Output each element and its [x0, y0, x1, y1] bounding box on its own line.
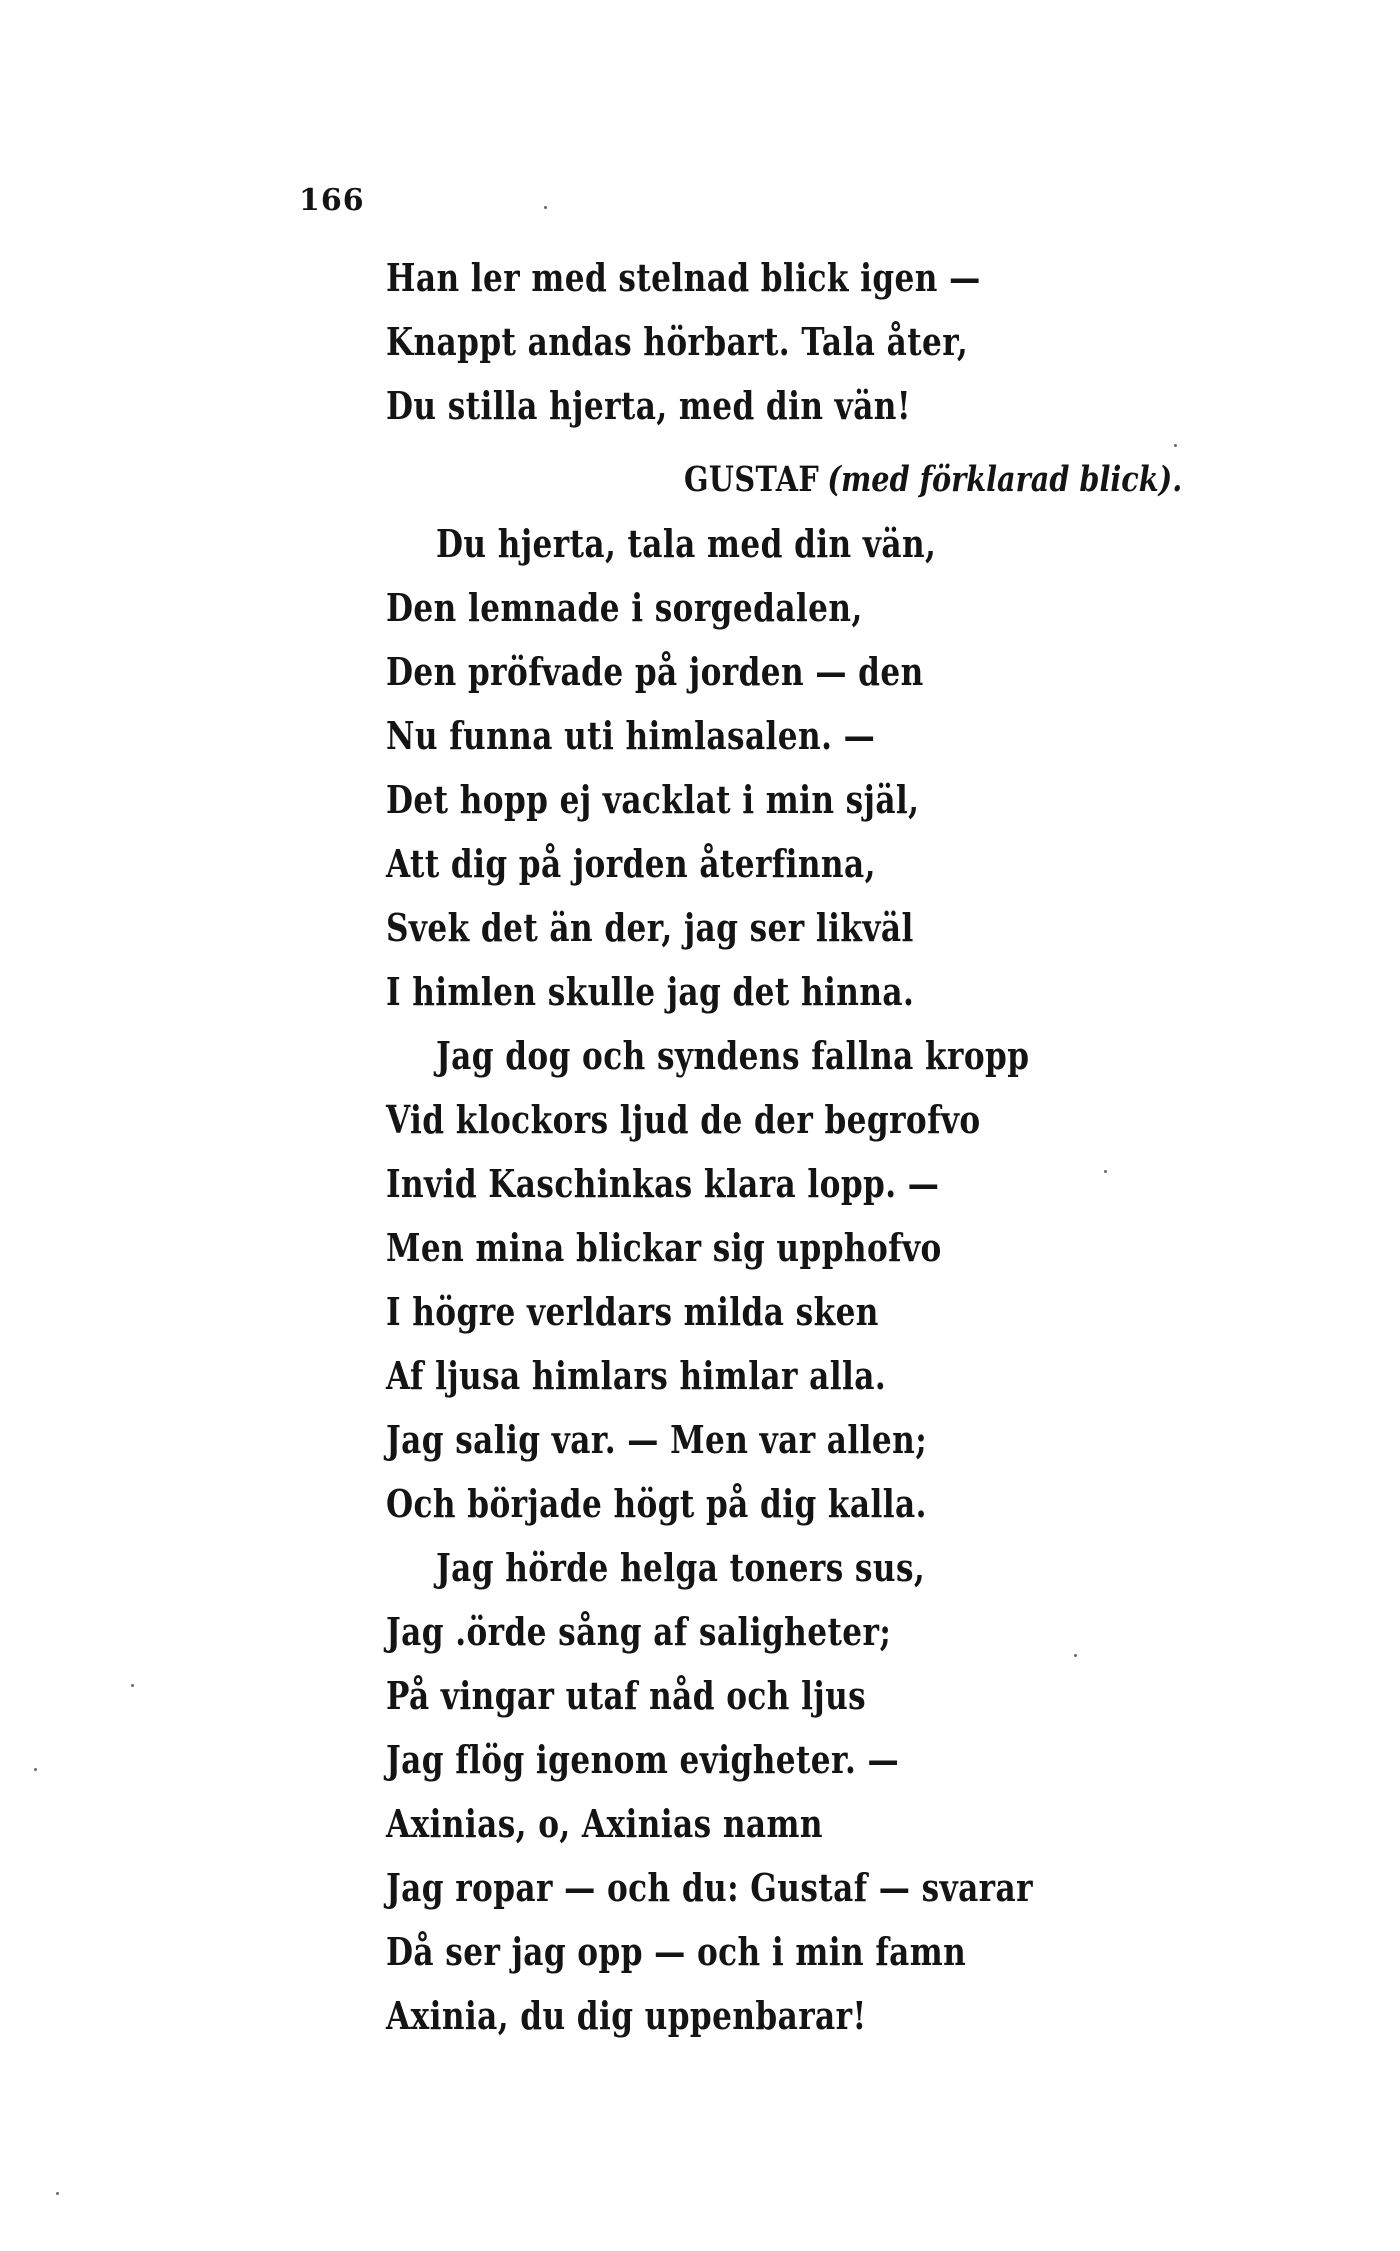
stage-direction: (med förklarad blick). [827, 459, 1183, 500]
verse-line: Af ljusa himlars himlar alla. [386, 1353, 887, 1398]
paper-speck [1104, 1170, 1107, 1173]
verse-line: Jag .örde sång af saligheter; [386, 1609, 892, 1654]
verse-line: Det hopp ej vacklat i min själ, [386, 777, 920, 822]
verse-line: Den lemnade i sorgedalen, [386, 585, 863, 630]
page-number: 166 [299, 183, 365, 218]
paper-speck [131, 1684, 134, 1687]
verse-line: Jag flög igenom evigheter. — [386, 1737, 900, 1782]
verse-line: På vingar utaf nåd och ljus [386, 1673, 867, 1718]
verse-line: Jag ropar — och du: Gustaf — svarar [386, 1865, 1033, 1910]
verse-line: Axinia, du dig uppenbarar! [386, 1993, 867, 2038]
verse-line: Att dig på jorden återfinna, [386, 841, 876, 886]
verse-line: Jag hörde helga toners sus, [436, 1545, 926, 1590]
paper-speck [1074, 1654, 1077, 1657]
paper-speck [56, 2192, 59, 2195]
verse-line: Jag dog och syndens fallna kropp [436, 1033, 1030, 1078]
speaker-name: GUSTAF [684, 459, 820, 500]
verse-line: Han ler med stelnad blick igen — [386, 255, 981, 300]
verse-line: Knappt andas hörbart. Tala åter, [386, 319, 969, 364]
verse-line: Du hjerta, tala med din vän, [436, 521, 937, 566]
verse-line: Jag salig var. — Men var allen; [386, 1417, 928, 1462]
verse-line: Vid klockors ljud de der begrofvo [386, 1097, 981, 1142]
verse-line: I himlen skulle jag det hinna. [386, 969, 915, 1014]
verse-line: I högre verldars milda sken [386, 1289, 879, 1334]
paper-speck [34, 1768, 37, 1771]
paper-speck [544, 206, 547, 209]
verse-line: Nu funna uti himlasalen. — [386, 713, 876, 758]
verse-line: Den pröfvade på jorden — den [386, 649, 924, 694]
speaker-heading [684, 459, 1183, 500]
verse-line: Och började högt på dig kalla. [386, 1481, 927, 1526]
verse-line: Svek det än der, jag ser likväl [386, 905, 914, 950]
verse-line: Då ser jag opp — och i min famn [386, 1929, 967, 1974]
verse-line: Men mina blickar sig upphofvo [386, 1225, 942, 1270]
verse-line: Axinias, o, Axinias namn [386, 1801, 823, 1846]
verse-line: Du stilla hjerta, med din vän! [386, 383, 911, 428]
paper-speck [1174, 444, 1177, 447]
verse-line: Invid Kaschinkas klara lopp. — [386, 1161, 940, 1206]
